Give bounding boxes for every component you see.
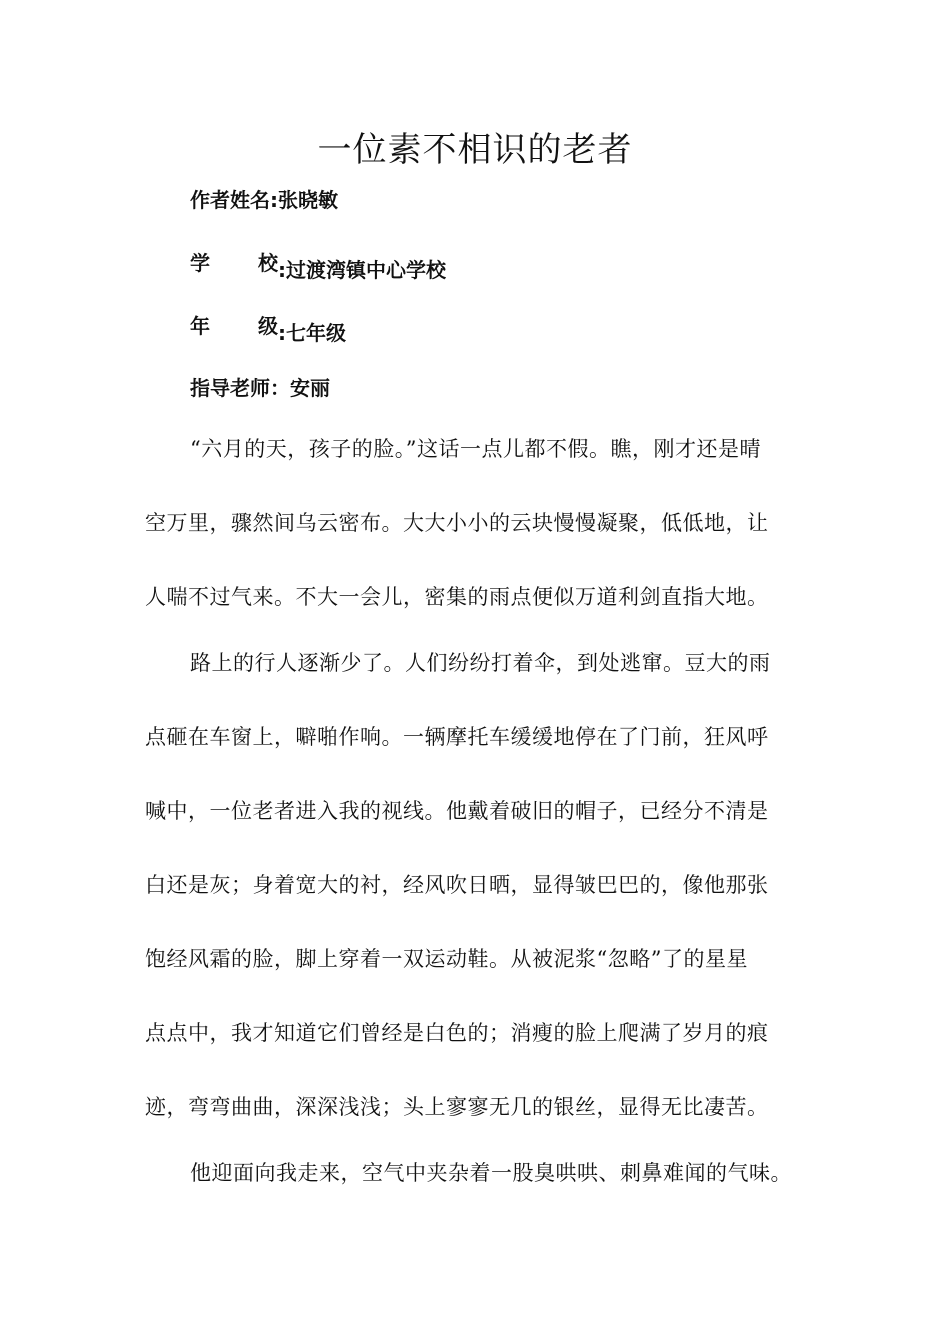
paragraph-line: 饱经风霜的脸，脚上穿着一双运动鞋。从被泥浆“忽略”了的星星 (145, 947, 748, 971)
paragraph-line: 点砸在车窗上，噼啪作响。一辆摩托车缓缓地停在了门前，狂风呼 (145, 725, 769, 749)
paragraph-1 (145, 412, 810, 634)
school-separator: : (278, 258, 286, 282)
paragraph-line: “六月的天，孩子的脸。”这话一点儿都不假。瞧，刚才还是晴 (190, 437, 761, 461)
author-label: 作者姓名 (190, 188, 270, 212)
school-label (190, 249, 278, 277)
author-value: 张晓敏 (278, 188, 338, 212)
school-value: 过渡湾镇中心学校 (286, 258, 446, 282)
grade-separator: : (278, 321, 286, 345)
paragraph-line: 点点中，我才知道它们曾经是白色的；消瘦的脸上爬满了岁月的痕 (145, 1021, 769, 1045)
teacher-line (190, 374, 330, 402)
paragraph-line: 人喘不过气来。不大一会儿，密集的雨点便似万道利剑直指大地。 (145, 585, 769, 609)
grade-value: 七年级 (286, 321, 346, 345)
paragraph-line: 喊中，一位老者进入我的视线。他戴着破旧的帽子，已经分不清是 (145, 799, 769, 823)
paragraph-2 (145, 626, 810, 1144)
paragraph-3 (145, 1136, 810, 1210)
grade-label-char-2: 级 (258, 314, 278, 338)
paragraph-line: 白还是灰；身着宽大的衬，经风吹日晒，显得皱巴巴的，像他那张 (145, 873, 769, 897)
teacher-label: 指导老师 (190, 376, 270, 400)
paragraph-line: 空万里，骤然间乌云密布。大大小小的云块慢慢凝聚，低低地，让 (145, 511, 769, 535)
paragraph-line: 他迎面向我走来，空气中夹杂着一股臭哄哄、刺鼻难闻的气味。 (190, 1161, 792, 1185)
author-separator: : (270, 188, 278, 212)
paragraph-line: 迹，弯弯曲曲，深深浅浅；头上寥寥无几的银丝，显得无比凄苦。 (145, 1095, 769, 1119)
grade-label (190, 312, 278, 340)
grade-label-char-1: 年 (190, 314, 210, 338)
grade-line (190, 312, 346, 347)
document-title: 一位素不相识的老者 (317, 130, 633, 170)
school-line (190, 249, 446, 284)
teacher-separator: ： (270, 376, 290, 400)
author-line (190, 186, 338, 214)
school-label-char-1: 学 (190, 251, 210, 275)
teacher-value: 安丽 (290, 376, 330, 400)
paragraph-line: 路上的行人逐渐少了。人们纷纷打着伞，到处逃窜。豆大的雨 (190, 651, 771, 675)
school-label-char-2: 校 (258, 251, 278, 275)
